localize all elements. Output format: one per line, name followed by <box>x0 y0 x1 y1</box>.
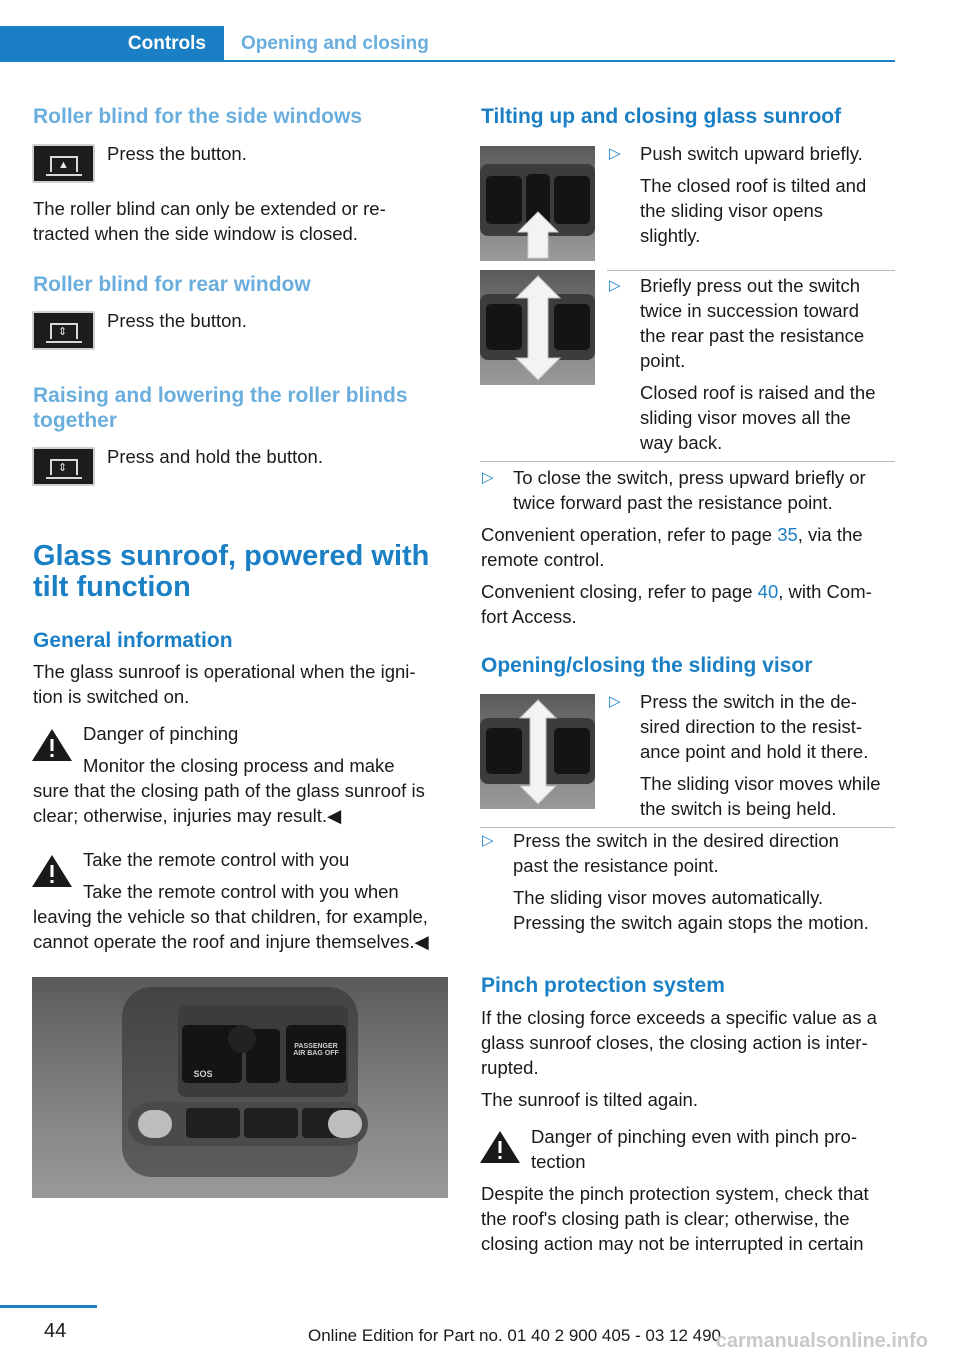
rear-blind-instruction: Press the button. <box>107 310 247 331</box>
tab-opening-and-closing[interactable]: Opening and closing <box>241 33 429 54</box>
raise-result-2: sliding visor moves all the <box>640 407 851 428</box>
pinch-text-3: rupted. <box>481 1057 539 1078</box>
sunroof-title-2: tilt function <box>33 571 191 603</box>
rear-blind-button-icon: ⇕ <box>32 311 95 350</box>
together-heading-1: Raising and lowering the roller blinds <box>33 384 408 407</box>
warning-1-text-3: clear; otherwise, injuries may result.◀ <box>33 805 342 826</box>
sos-label: SOS <box>193 1069 213 1079</box>
tilt-step-1-result-1: The closed roof is tilted and <box>640 175 867 196</box>
warning-3-text-1: Despite the pinch protection system, check that <box>481 1183 869 1204</box>
overhead-console-photo <box>32 977 448 1198</box>
passenger-airbag-label: PASSENGER AIR BAG OFF <box>293 1043 339 1057</box>
warning-3-text-2: the roof's closing path is clear; otherwise, the <box>481 1208 850 1229</box>
side-blind-instruction: Press the button. <box>107 143 247 164</box>
switch-visor-photo <box>480 694 595 809</box>
warning-2-text-2: leaving the vehicle so that children, for example, <box>33 906 428 927</box>
together-instruction: Press and hold the button. <box>107 446 323 467</box>
convenient-closing-line-2: fort Access. <box>481 606 577 627</box>
warning-1-text-2: sure that the closing path of the glass sunroof is <box>33 780 425 801</box>
general-info-text-1: The glass sunroof is operational when the igni‐ <box>33 661 416 682</box>
side-windows-blind-heading: Roller blind for the side windows <box>33 105 363 128</box>
general-info-text-2: tion is switched on. <box>33 686 190 707</box>
together-heading-2: together <box>33 409 117 432</box>
side-blind-button-icon: ▲ <box>32 144 95 183</box>
bullet-icon: ▷ <box>609 145 621 162</box>
visor-step-2b: past the resistance point. <box>513 855 719 876</box>
convenient-operation-line: Convenient operation, refer to page 35, via the <box>481 524 863 545</box>
visor-step-2a: Press the switch in the desired direction <box>513 830 839 851</box>
warning-3-text-3: closing action may not be interrupted in certain <box>481 1233 864 1254</box>
both-blinds-button-icon: ⇕ <box>32 447 95 486</box>
warning-1-text-1: Monitor the closing process and make <box>83 755 395 776</box>
warning-1-title: Danger of pinching <box>83 723 239 744</box>
visor-result-2b: Pressing the switch again stops the motion. <box>513 912 869 933</box>
tilt-step-1: Push switch upward briefly. <box>640 143 863 164</box>
raise-result-3: way back. <box>640 432 723 453</box>
page-35-link[interactable]: 35 <box>777 524 798 545</box>
tilt-step-1-result-3: slightly. <box>640 225 701 246</box>
convenient-operation-line-2: remote control. <box>481 549 605 570</box>
visor-result-2a: The sliding visor moves automatically. <box>513 887 824 908</box>
sliding-visor-heading: Opening/closing the sliding visor <box>481 654 813 677</box>
tilting-heading: Tilting up and closing glass sunroof <box>481 105 842 128</box>
pinch-text-4: The sunroof is tilted again. <box>481 1089 698 1110</box>
pinch-text-2: glass sunroof closes, the closing action is inter‐ <box>481 1032 868 1053</box>
pinch-text-1: If the closing force exceeds a specific value as a <box>481 1007 877 1028</box>
warning-2-text-3: cannot operate the roof and injure themselves.◀ <box>33 931 429 952</box>
visor-result-1a: The sliding visor moves while <box>640 773 881 794</box>
warning-2-title: Take the remote control with you <box>83 849 350 870</box>
page-40-link[interactable]: 40 <box>757 581 779 602</box>
side-blind-text-1: The roller blind can only be extended or re‐ <box>33 198 386 219</box>
warning-3-title-2: tection <box>531 1151 586 1172</box>
footer-rule <box>0 1305 97 1308</box>
visor-result-1b: the switch is being held. <box>640 798 837 819</box>
raise-step-2: twice in succession toward <box>640 300 860 321</box>
warning-icon <box>31 853 73 890</box>
sunroof-title-1: Glass sunroof, powered with <box>33 540 430 572</box>
visor-step-1b: sired direction to the resist‐ <box>640 716 863 737</box>
page-header <box>0 26 895 62</box>
warning-icon <box>31 727 73 764</box>
bullet-icon: ▷ <box>609 693 621 710</box>
tilt-step-1-result-2: the sliding visor opens <box>640 200 824 221</box>
bullet-icon: ▷ <box>482 832 494 849</box>
edition-text: Online Edition for Part no. 01 40 2 900 405 - 03 12 490 <box>308 1326 722 1345</box>
watermark: carmanualsonline.info <box>715 1330 928 1352</box>
visor-step-1c: ance point and hold it there. <box>640 741 869 762</box>
general-info-heading: General information <box>33 629 233 652</box>
switch-raise-photo <box>480 270 595 385</box>
raise-step-1: Briefly press out the switch <box>640 275 861 296</box>
switch-tilt-photo <box>480 146 595 261</box>
raise-step-3: the rear past the resistance <box>640 325 865 346</box>
tab-controls[interactable]: Controls <box>0 26 224 62</box>
side-blind-text-2: tracted when the side window is closed. <box>33 223 358 244</box>
bullet-icon: ▷ <box>482 469 494 486</box>
pinch-protection-heading: Pinch protection system <box>481 974 725 997</box>
raise-step-4: point. <box>640 350 686 371</box>
rear-window-blind-heading: Roller blind for rear window <box>33 273 311 296</box>
convenient-closing-line: Convenient closing, refer to page 40, with Com‐ <box>481 581 872 602</box>
close-step-2: twice forward past the resistance point. <box>513 492 833 513</box>
bullet-icon: ▷ <box>609 277 621 294</box>
page-number: 44 <box>44 1320 67 1342</box>
raise-result-1: Closed roof is raised and the <box>640 382 876 403</box>
visor-step-1a: Press the switch in the de‐ <box>640 691 857 712</box>
warning-2-text-1: Take the remote control with you when <box>83 881 399 902</box>
warning-icon <box>479 1129 521 1166</box>
warning-3-title-1: Danger of pinching even with pinch pro‐ <box>531 1126 857 1147</box>
close-step-1: To close the switch, press upward briefly or <box>513 467 866 488</box>
